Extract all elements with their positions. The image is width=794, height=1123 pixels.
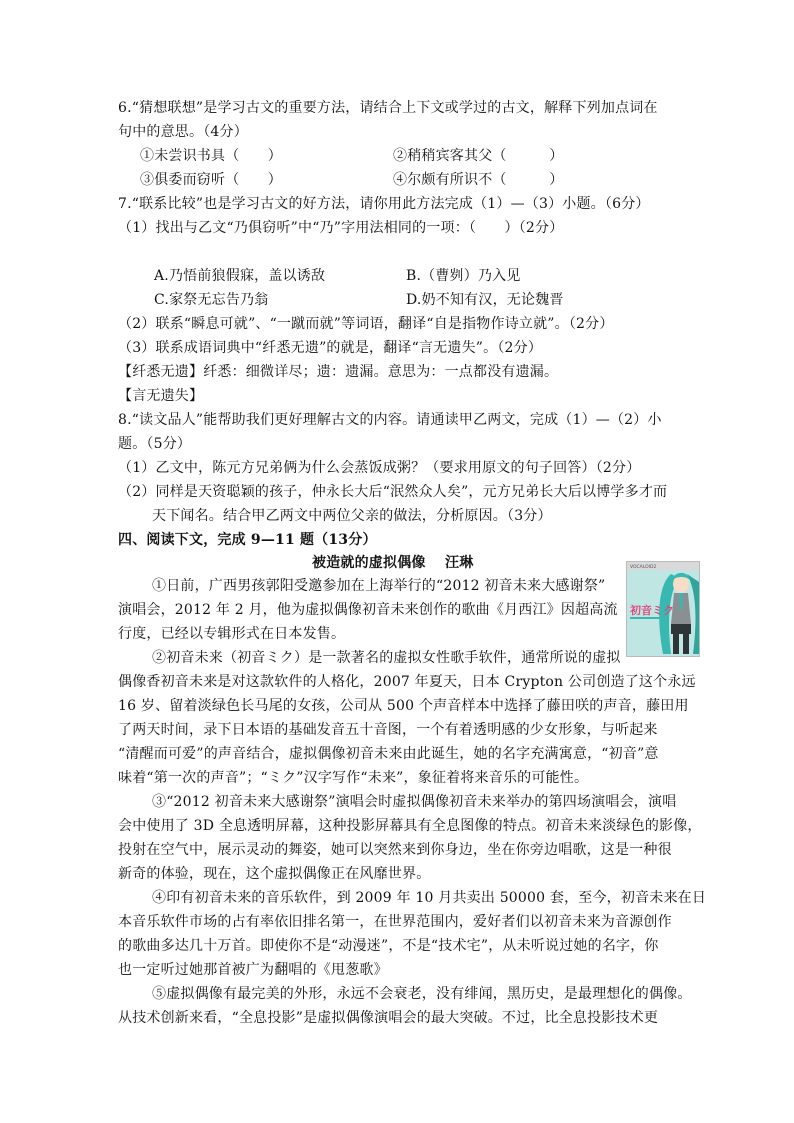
cover-logo-text: 初音ミク [630,604,674,617]
p4-line-2: 本音乐软件市场的占有率依旧排名第一，在世界范围内，爱好者们以初音未来为音源创作 [118,914,672,930]
q6-stem-line2: 句中的意思。（4分） [118,124,248,140]
p2-line-6: 味着“第一次的声音”；“ミク”汉字写作“未来”，象征着将来音乐的可能性。 [118,770,589,786]
q7-option-a: A.乃悟前狼假寐，盖以诱敌 [154,268,326,284]
q8-stem-line2: 题。（5分） [118,436,192,452]
p3-line-2: 会中使用了 3D 全息透明屏幕，这种投影屏幕具有全息图像的特点。初音未来淡绿色的影像， [118,818,702,834]
p1-line-2: 演唱会，2012 年 2 月，他为虚拟偶像初音未来创作的歌曲《月西江》因超高流 [118,602,618,618]
q8-sub1: （1）乙文中，陈元方兄弟俩为什么会蒸饭成粥？（要求用原文的句子回答）（2分） [118,460,641,476]
p2-line-5: “清醒而可爱”的声音结合，虚拟偶像初音未来由此诞生，她的名字充满寓意，“初音”意 [118,746,659,762]
p4-line-3: 的歌曲多达几十万首。即使你不是“动漫迷”，不是“技术宅”，从未听说过她的名字，你 [118,938,659,954]
p3-line-4: 新奇的体验，现在，这个虚拟偶像正在风靡世界。 [118,866,431,882]
p1-line-1: ①日前，广西男孩郭阳受邀参加在上海举行的“2012 初音未来大感谢祭” [152,578,606,594]
q8-sub2-line1: （2）同样是天资聪颖的孩子，仲永长大后“泯然众人矣”，元方兄弟长大后以博学多才而 [118,484,668,500]
q7-sub1: （1）找出与乙文“乃俱窃听”中“乃”字用法相同的一项：（ ）（2分） [118,220,564,236]
q7-option-d: D.奶不知有汉，无论魏晋 [406,292,564,308]
p2-line-1: ②初音未来（初音ミク）是一款著名的虚拟女性歌手软件，通常所说的虚拟 [152,650,621,666]
article-title: 被造就的虚拟偶像 [312,555,426,571]
p3-line-3: 投射在空气中，展示灵动的舞姿，她可以突然来到你身边，坐在你旁边唱歌，这是一种很 [118,842,672,858]
cover-top-label: VOCALOID2 [630,565,657,570]
q7-option-b: B.（曹刿）乃入见 [406,268,521,284]
q7-note-2: 【言无遗失】 [118,388,204,404]
q6-item-4: ④尔颇有所识不（ ） [393,172,564,188]
article-author: 汪琳 [445,555,474,571]
q7-sub2: （2）联系“瞬息可就”、“一蹴而就”等词语，翻译“自是指物作诗立就”。（2分） [118,316,614,332]
q7-sub3: （3）联系成语词典中“纤悉无遗”的就是，翻译“言无遗失”。（2分） [118,340,543,356]
hatsune-miku-cover-image [626,561,700,657]
q6-item-3: ③俱委而窃听（ ） [140,172,282,188]
section-4-heading: 四、阅读下文，完成 9—11 题（13分） [118,532,377,548]
q7-stem: 7.“联系比较”也是学习古文的好方法，请你用此方法完成（1）—（3）小题。（6分） [118,196,650,212]
q8-stem-line1: 8.“读文品人”能帮助我们更好理解古文的内容。请通读甲乙两文，完成（1）—（2）小 [118,412,662,428]
q6-stem-line1: 6.“猜想联想”是学习古文的重要方法，请结合上下文或学过的古文，解释下列加点词在 [118,100,658,116]
p2-line-4: 了两天时间，录下日本语的基础发音五十音图，一个有着透明感的少女形象，与听起来 [118,722,658,738]
q6-item-1: ①未尝识书具（ ） [140,148,282,164]
p5-line-1: ⑤虚拟偶像有最完美的外形，永远不会衰老，没有绯闻，黑历史，是最理想化的偶像。 [152,986,692,1002]
q6-item-2: ②稍稍宾客其父（ ） [393,148,564,164]
p4-line-4: 也一定听过她那首被广为翻唱的《甩葱歌》 [118,962,388,978]
p2-line-2: 偶像香初音未来是对这款软件的人格化，2007 年夏天，日本 Crypton 公司创造了这个永远 [118,674,696,690]
p3-line-1: ③“2012 初音未来大感谢祭”演唱会时虚拟偶像初音未来举办的第四场演唱会，演唱 [152,794,677,810]
p4-line-1: ④印有初音未来的音乐软件，到 2009 年 10 月共卖出 50000 套，至今，初音未来在日 [152,890,707,906]
q7-option-c: C.家祭无忘告乃翁 [154,292,269,308]
q7-note-1: 【纤悉无遗】纤悉：细微详尽；遗：遗漏。意思为：一点都没有遗漏。 [118,364,559,380]
p2-line-3: 16 岁、留着淡绿色长马尾的女孩，公司从 500 个声音样本中选择了藤田咲的声音，藤田用 [118,698,689,714]
p1-line-3: 行度，已经以专辑形式在日本发售。 [118,626,346,642]
p5-line-2: 从技术创新来看，“全息投影”是虚拟偶像演唱会的最大突破。不过，比全息投影技术更 [118,1010,659,1026]
q8-sub2-line2: 天下闻名。结合甲乙两文中两位父亲的做法，分析原因。（3分） [152,508,552,524]
